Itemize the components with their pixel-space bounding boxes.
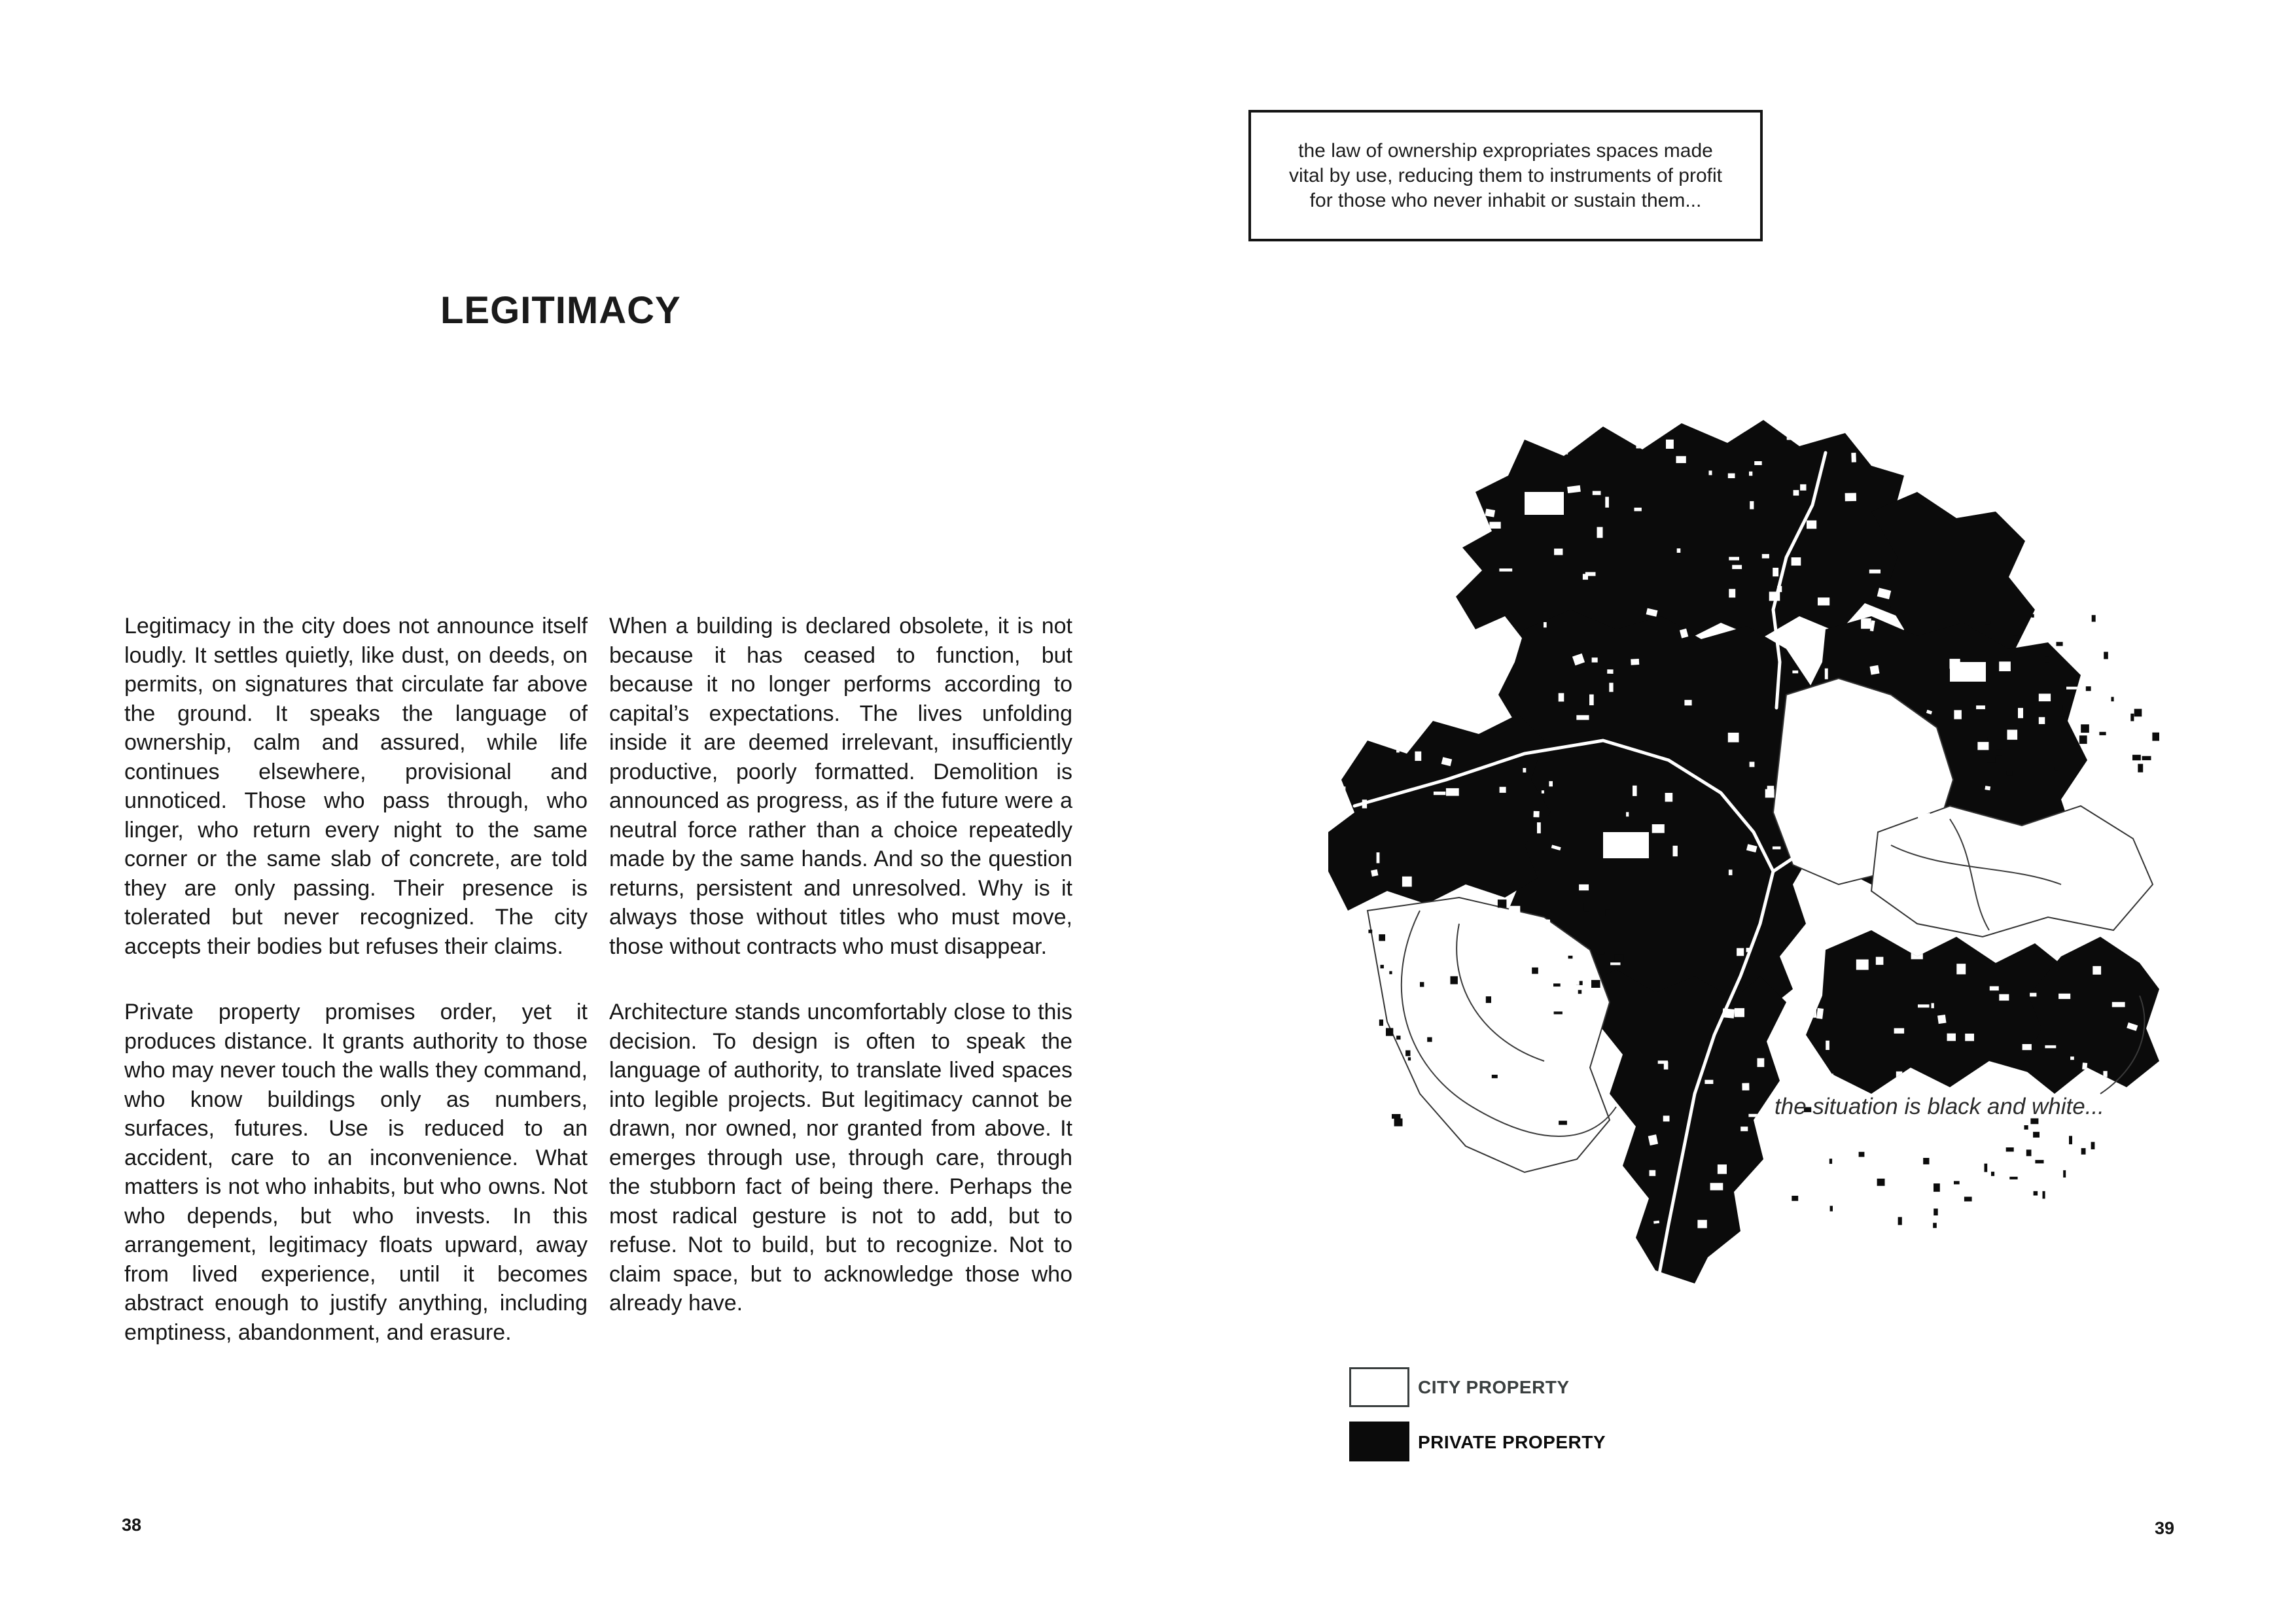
paragraph: Architecture stands uncomfortably close to this decision. To design is often to speak the language of authority, to translate lived spaces into legible projects. But legitimacy cannot be drawn, nor owned, nor granted from above. It emerges through use, through care, through the stubborn fact of being there. Perhaps the most radical gesture is not to add, but to refuse. Not to build, but to recognize. Not to claim space, but to acknowledge those who already have.	[609, 1000, 1072, 1316]
page-title: LEGITIMACY	[440, 289, 681, 332]
legend-label-private-property: PRIVATE PROPERTY	[1418, 1432, 1606, 1452]
body-text-column-2	[609, 612, 1072, 1355]
property-map	[1328, 413, 2159, 1283]
paragraph: Legitimacy in the city does not announce itself loudly. It settles quietly, like dust, on deeds, on permits, on signatures that circulate far above the ground. It speaks the language of ownership, calm and assured, while life continues elsewhere, provisional and unnoticed. Those who pass through, who linger, who return every night to the same corner or the same slab of concrete, are told they are only passing. Their presence is tolerated but never recognized. The city accepts their bodies but refuses their claims.	[124, 614, 588, 959]
paragraph: When a building is declared obsolete, it is not because it has ceased to function, but because it no longer performs according to capital’s expectations. The lives unfolding inside it are deemed irrelevant, insufficiently productive, poorly formatted. Demolition is announced as progress, as if the future were a neutral force rather than a choice repeatedly made by the same hands. And so the question returns, persistent and unresolved. Why is it always those without titles who must move, those without contracts who must disappear.	[609, 614, 1072, 959]
page-number-left: 38	[122, 1515, 142, 1535]
map-southeast-clusters	[1806, 930, 2159, 1094]
legend-label-city-property: CITY PROPERTY	[1418, 1377, 1570, 1397]
page-number-right: 39	[2155, 1518, 2175, 1538]
legend-swatch-city-property	[1349, 1367, 1409, 1407]
property-map-figure	[1328, 413, 2159, 1283]
paragraph: Private property promises order, yet it produces distance. It grants authority to those who may never touch the walls they command, who know buildings only as numbers, surfaces, futures. Use is reduced to an accident, care to an inconvenience. What matters is not who inhabits, but who owns. Not who depends, but who invests. In this arrangement, legitimacy floats upward, away from lived experience, until it becomes abstract enough to justify anything, including emptiness, abandonment, and erasure.	[124, 1000, 588, 1345]
pull-quote-text: the law of ownership expropriates spaces made vital by use, reducing them to instruments of profit for those who never inhabit or sustain them...	[1289, 139, 1722, 211]
map-caption: the situation is black and white...	[1775, 1094, 2104, 1119]
pull-quote-box	[1248, 110, 1763, 241]
body-text-column-1	[124, 612, 588, 1384]
legend-swatch-private-property	[1349, 1422, 1409, 1461]
